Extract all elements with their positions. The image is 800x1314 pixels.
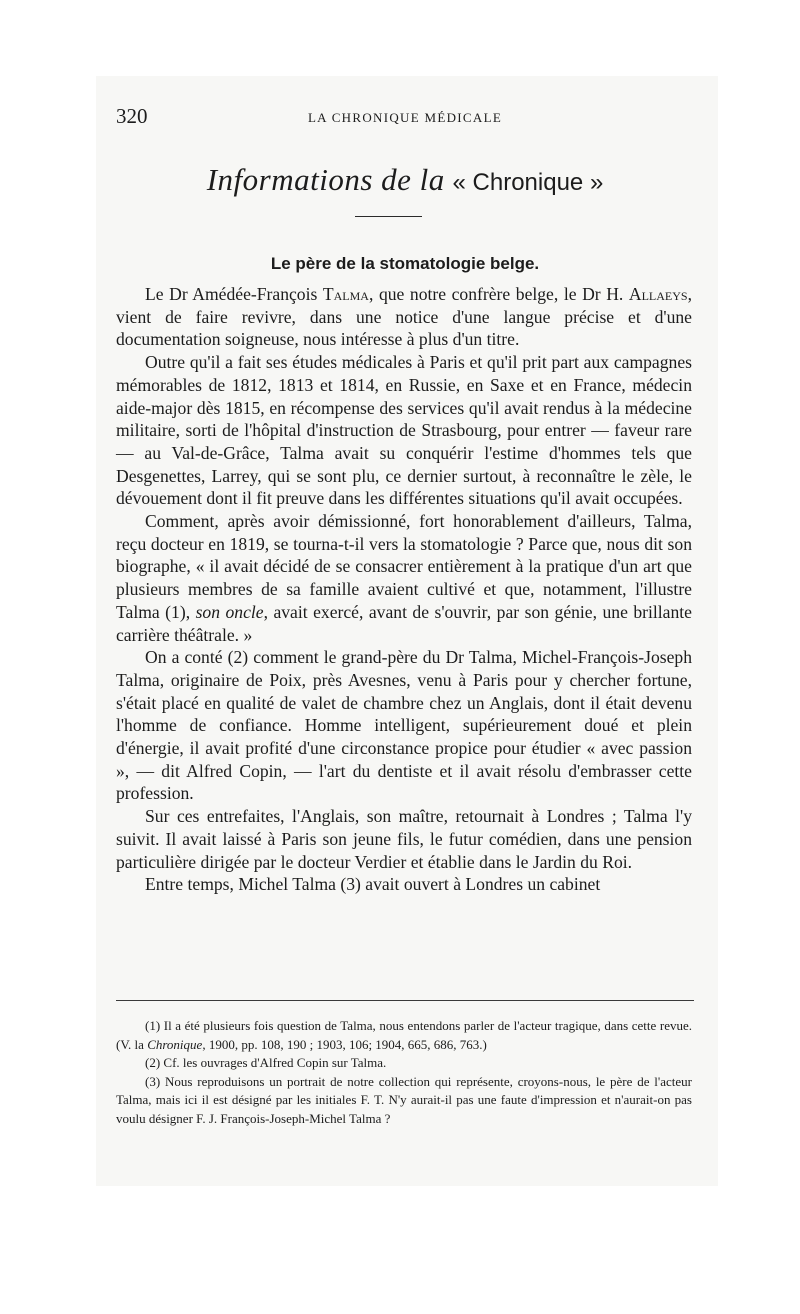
paragraph-1 (116, 283, 692, 351)
journal-title: LA CHRONIQUE MÉDICALE (307, 110, 503, 125)
footnote-1-part-b: , 1900, pp. 108, 190 ; 1903, 106; 1904, 665, 686, 763.) (202, 1036, 487, 1052)
paragraph-1-part-b: , que notre confrère belge, le Dr H. (368, 284, 629, 304)
section-heading-script: Informations de la (206, 162, 445, 197)
paragraph-3-part-a: Comment, après avoir démissionné, fort honorablement d'ailleurs, Talma, reçu docteur en 1819, se tourna-t-il vers la stomatologie ? Parce que, nous dit son biographe, « il avait décidé de se consacrer entièrement à la pratique d'un art que plusieurs membres de sa famille avaient cultivé et que, notamment, l'illustre Talma (1), (116, 511, 692, 622)
paragraph-3-italic: son oncle (195, 601, 264, 622)
article-body (116, 283, 692, 896)
paragraph-2: Outre qu'il a fait ses études médicales à Paris et qu'il prit part aux campagnes mémorables de 1812, 1813 et 1814, en Russie, en Saxe et en France, médecin aide-major dès 1815, en récompense des services qu'il avait rendus à la médecine militaire, sorti de l'hôpital d'instruction de Strasbourg, pour entrer — faveur rare — au Val-de-Grâce, Talma avait su conquérir l'estime d'hommes tels que Desgenettes, Larrey, qui se sont plu, ce dernier surtout, à reconnaître le zèle, le dévouement dont il fit preuve dans les différentes situations qu'il avait occupées. (116, 352, 692, 509)
footnote-1-italic: Chronique (147, 1036, 203, 1052)
footnote-2: (2) Cf. les ouvrages d'Alfred Copin sur Talma. (145, 1055, 387, 1070)
paragraph-4: On a conté (2) comment le grand-père du Dr Talma, Michel-François-Joseph Talma, originaire de Poix, près Avesnes, venu à Paris pour y chercher fortune, s'était placé en qualité de valet de chambre chez un Anglais, dont il était devenu l'homme de confiance. Homme intelligent, supérieurement doué et plein d'énergie, il avait profité d'une circonstance propice pour étudier « avec passion », — dit Alfred Copin, — l'art du dentiste et il avait résolu d'embrasser cette profession. (116, 647, 692, 804)
page-number: 320 (116, 104, 148, 128)
footnote-1-part-a: (1) Il a été plusieurs fois question de Talma, nous entendons parler de l'acteur tragique, dans cette revue. (V. la (116, 1018, 692, 1052)
paragraph-6: Entre temps, Michel Talma (3) avait ouvert à Londres un cabinet (145, 874, 601, 895)
paragraph-3-part-b: , avait exercé, avant de s'ouvrir, par son génie, une brillante carrière théâtrale. » (116, 601, 692, 645)
name-talma: Talma (322, 284, 369, 304)
paragraph-1-part-a: Le Dr Amédée-François (145, 284, 323, 304)
footnote-1 (116, 1017, 692, 1054)
footnotes (116, 1017, 692, 1128)
article-title: Le père de la stomatologie belge. (270, 254, 540, 273)
paragraph-1-part-c: , vient de faire revivre, dans une notice d'une langue précise et d'une documentation soigneuse, nous intéresse à plus d'un titre. (116, 284, 692, 350)
footnote-rule (116, 1000, 694, 1001)
paragraph-3 (116, 510, 692, 646)
name-allaeys: Allaeys (628, 284, 688, 304)
section-heading-quoted: « Chronique » (452, 169, 604, 196)
footnote-3: (3) Nous reproduisons un portrait de notre collection qui représente, croyons-nous, le père de l'acteur Talma, mais ici il est désigné par les initiales F. T. N'y aurait-il pas une faute d'impression et n'aurait-on pas voulu désigner F. J. François-Joseph-Michel Talma ? (116, 1073, 692, 1126)
paragraph-5: Sur ces entrefaites, l'Anglais, son maître, retournait à Londres ; Talma l'y suivit. Il avait laissé à Paris son jeune fils, le futur comédien, dans une pension particulière dirigée par le docteur Verdier et établie dans le Jardin du Roi. (116, 806, 692, 872)
running-head (116, 104, 694, 134)
heading-rule (355, 216, 422, 217)
section-heading (116, 160, 694, 203)
